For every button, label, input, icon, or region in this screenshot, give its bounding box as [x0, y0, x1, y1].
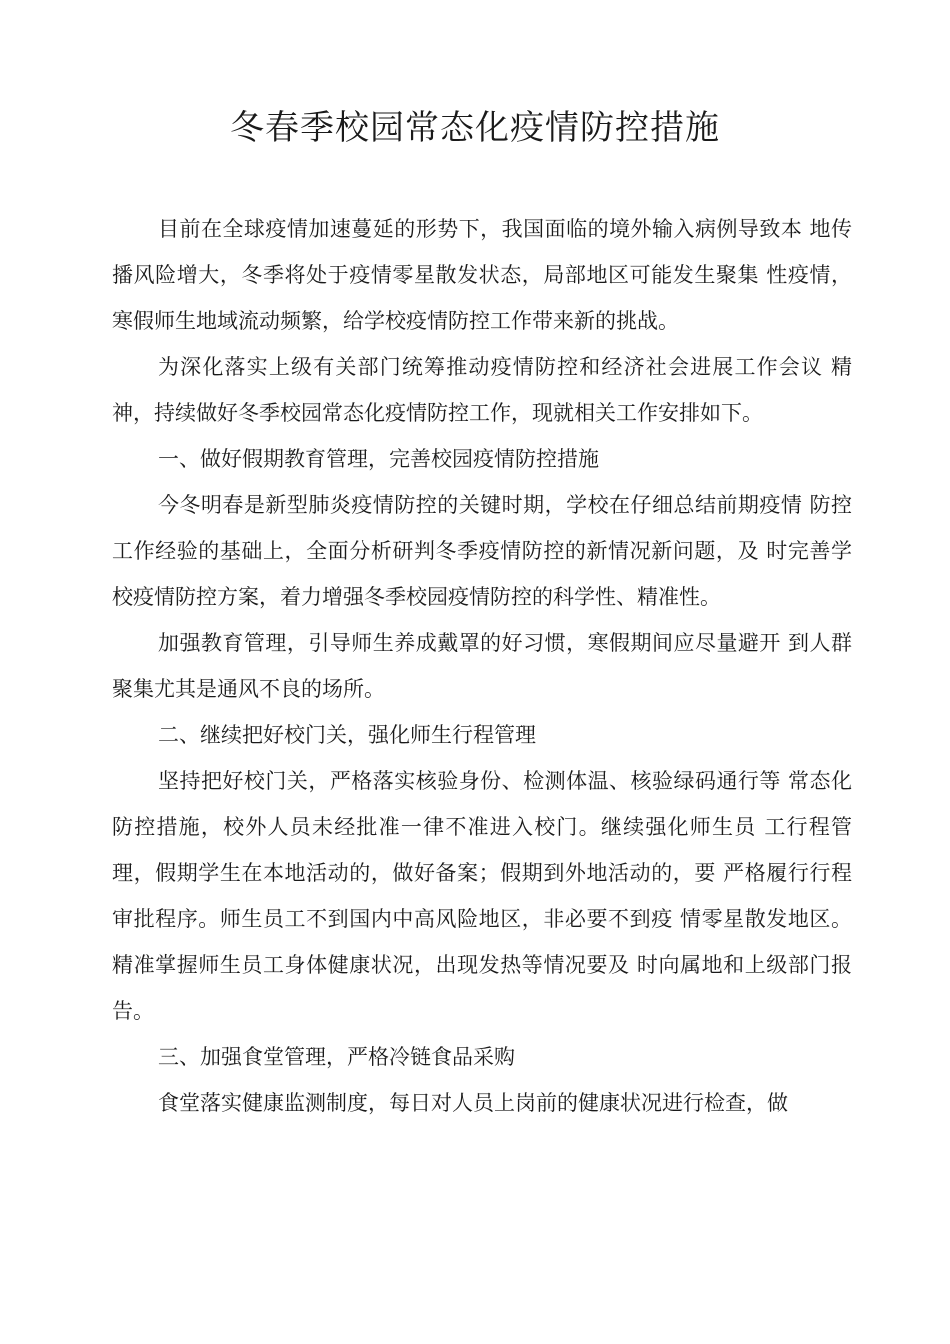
paragraph-section-1a: 今冬明春是新型肺炎疫情防控的关键时期，学校在仔细总结前期疫情 防控工作经验的基础上，全面分析研判冬季疫情防控的新情况新问题，及 时完善学校疫情防控方案，着力增强冬季校园疫情防控的科学性、精准性。	[112, 493, 852, 609]
paragraph-section-2: 坚持把好校门关，严格落实核验身份、检测体温、核验绿码通行等 常态化防控措施，校外人员未经批准一律不准进入校门。继续强化师生员 工行程管理，假期学生在本地活动的，做好备案；假期到外地活动的，要 严格履行行程审批程序。师生员工不到国内中高风险地区，非必要不到疫 情零星散发地区。精准掌握师生员工身体健康状况，出现发热等情况要及 时向属地和上级部门报告。	[112, 769, 852, 1023]
section-heading-2: 二、继续把好校门关，强化师生行程管理	[158, 723, 536, 747]
paragraph-section-3: 食堂落实健康监测制度，每日对人员上岗前的健康状况进行检查，做	[158, 1091, 788, 1115]
document-body	[112, 206, 852, 1126]
document-title: 冬春季校园常态化疫情防控措施	[230, 108, 720, 148]
section-heading-3: 三、加强食堂管理，严格冷链食品采购	[158, 1045, 515, 1069]
section-heading-1: 一、做好假期教育管理，完善校园疫情防控措施	[158, 447, 599, 471]
paragraph-purpose: 为深化落实上级有关部门统筹推动疫情防控和经济社会进展工作会议 精神，持续做好冬季校园常态化疫情防控工作，现就相关工作安排如下。	[112, 355, 852, 425]
paragraph-intro: 目前在全球疫情加速蔓延的形势下，我国面临的境外输入病例导致本 地传播风险增大，冬季将处于疫情零星散发状态，局部地区可能发生聚集 性疫情，寒假师生地域流动频繁，给学校疫情防控工作带来新的挑战。	[112, 217, 852, 333]
paragraph-section-1b: 加强教育管理，引导师生养成戴罩的好习惯，寒假期间应尽量避开 到人群聚集尤其是通风不良的场所。	[112, 631, 852, 701]
